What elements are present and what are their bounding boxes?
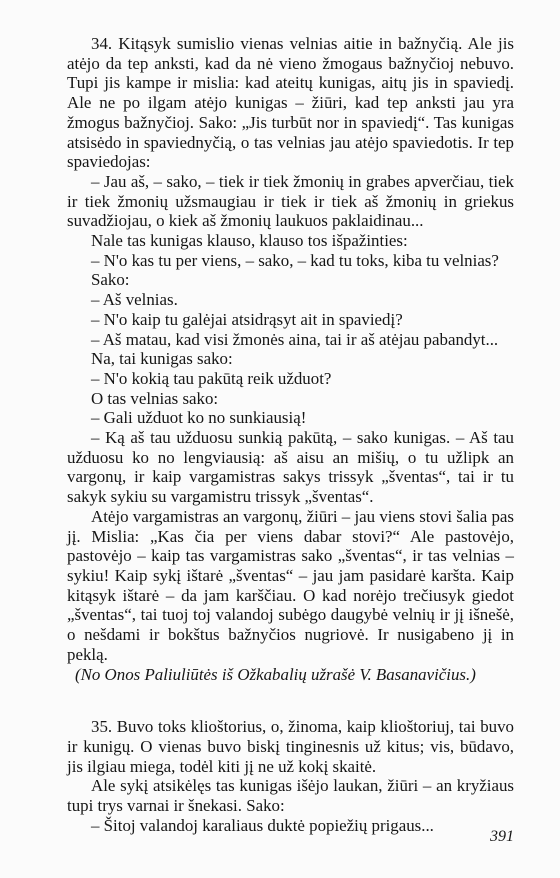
paragraph: Sako: (91, 270, 130, 290)
dialogue-line: – Jau aš, – sako, – tiek ir tiek žmonių in grabes apverčiau, tiek ir tiek žmonių užsmaugiau ir tiek ir tiek aš žmonių in griekus suvadžiojau, o kiek aš žmonių laukuos paklaidinau... (67, 171, 514, 231)
paragraph: O tas velnias sako: (91, 388, 219, 408)
dialogue-line: – N'o kaip tu galėjai atsidrąsyt ait in spaviedį? (91, 309, 403, 329)
story-35 (67, 717, 514, 835)
dialogue-line: – Aš velnias. (91, 290, 178, 310)
dialogue-line: – Gali užduot ko no sunkiausią! (91, 408, 307, 428)
dialogue-line: – N'o kas tu per viens, – sako, – kad tu toks, kiba tu velnias? (91, 250, 499, 270)
story-34 (67, 34, 514, 684)
dialogue-line: – Šitoj valandoj karaliaus duktė popiežių prigaus... (91, 815, 434, 835)
dialogue-line: – Ką aš tau užduosu sunkią pakūtą, – sako kunigas. – Aš tau užduosu ko no lengviausią: aš aisu an mišių, o tu užlipk an vargonų, ir kaip vargamistras sakys trissyk „šventas“, tai ir tu sakyk sykiu su vargamistru trissyk „šventas“. (67, 428, 514, 507)
paragraph: Atėjo vargamistras an vargonų, žiūri – jau viens stovi šalia pas jį. Mislia: „Kas čia per viens dabar stovi?“ Ale pastovėjo, pastovėjo – kaip tas vargamistras sako „šventas“, ir tas velnias – sykiu! Kaip sykį ištarė „šventas“ – jau jam pasidarė karšta. Kaip kitąsyk ištarė – da jam karščiau. O kad norėjo trečiusyk giedot „šventas“, tai tuoj toj valandoj subėgo daugybė velnių ir jį išnešė, o nešdami ir bokštus bažnyčios nugriovė. Ir nusigabeno jį in peklą. (67, 506, 514, 664)
paragraph: Ale sykį atsikėlęs tas kunigas išėjo laukan, žiūri – an kryžiaus tupi trys varnai ir šnekasi. Sako: (67, 776, 514, 816)
page-number: 391 (490, 828, 514, 845)
paragraph: Na, tai kunigas sako: (91, 349, 233, 369)
paragraph: 35. Buvo toks klioštorius, o, žinoma, kaip klioštoriuj, tai buvo ir kunigų. O vienas buvo biskį tinginesnis už kitus; vis, būdavo, jis ilgiau miega, todėl kiti jį ne už kokį skaitė. (67, 717, 514, 776)
paragraph: Nale tas kunigas klauso, klauso tos išpažinties: (91, 231, 408, 251)
paragraph: 34. Kitąsyk sumislio vienas velnias aitie in bažnyčią. Ale jis atėjo da tep anksti, kad da nė vieno žmogaus bažnyčioj nebuvo. Tupi jis kampe ir mislia: kad ateitų kunigas, aitų jis in spaviedį. Ale ne po ilgam atėjo kunigas – žiūri, kad tep anksti jau yra žmogus bažnyčioj. Sako: „Jis turbūt nor in spaviedį“. Tas kunigas atsisėdo in spaviednyčią, o tas velnias jau atėjo spaviedotis. Ir tep spaviedojas: (67, 34, 514, 172)
source-note: (No Onos Paliuliūtės iš Ožkabalių užrašė V. Basanavičius.) (75, 664, 476, 684)
dialogue-line: – Aš matau, kad visi žmonės aina, tai ir aš atėjau pabandyt... (91, 329, 499, 349)
dialogue-line: – N'o kokią tau pakūtą reik užduot? (91, 368, 332, 388)
